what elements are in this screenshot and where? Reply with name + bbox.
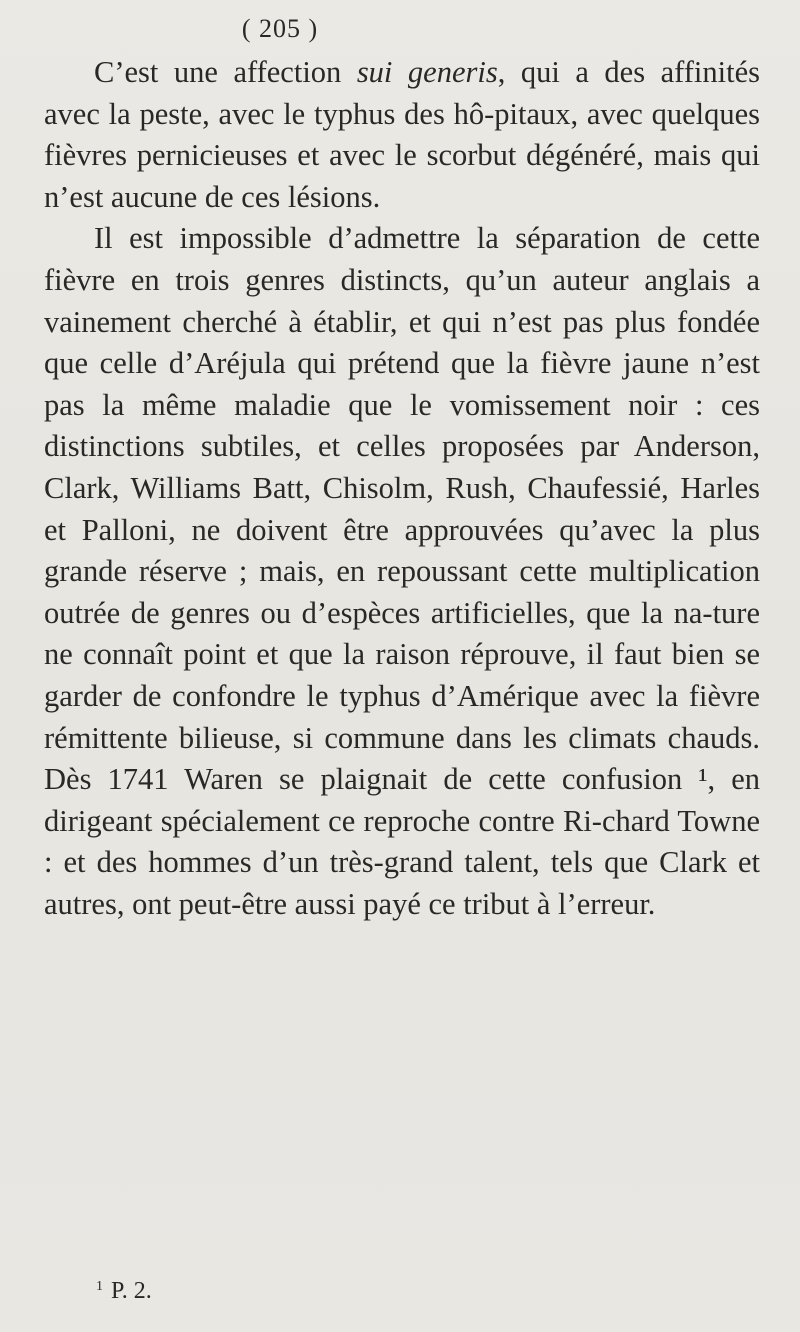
footnote	[96, 1278, 152, 1305]
footnote-text: P. 2.	[111, 1278, 152, 1304]
paragraph-2: Il est impossible d’admettre la séparation de cette fièvre en trois genres distincts, qu’un auteur anglais a vainement cherché à établir, et qui n’est pas plus fondée que celle d’Aréjula qui prétend que la fièvre jaune n’est pas la même maladie que le vomissement noir : ces distinctions subtiles, et celles proposées par Anderson, Clark, Williams Batt, Chisolm, Rush, Chaufessié, Harles et Palloni, ne doivent être approuvées qu’avec la plus grande réserve ; mais, en repoussant cette multiplication outrée de genres ou d’espèces artificielles, que la na-ture ne connaît point et que la raison réprouve, il faut bien se garder de confondre le typhus d’Amérique avec la fièvre rémittente bilieuse, si commune dans les climats chauds. Dès 1741 Waren se plaignait de cette confusion ¹, en dirigeant spécialement ce reproche contre Ri-chard Towne : et des hommes d’un très-grand talent, tels que Clark et autres, ont peut-être aussi payé ce tribut à l’erreur.	[44, 221, 760, 921]
latin-phrase: sui generis	[356, 55, 498, 89]
paragraph-1-end: , qui a des affinités avec la peste, avec le typhus des hô-pitaux, avec quelques fièvres pernicieuses et avec le scorbut dégénéré, mais qui n’est aucune de ces lésions.	[44, 55, 760, 214]
body-text	[44, 52, 760, 925]
paragraph-1	[44, 52, 760, 218]
footnote-marker: 1	[96, 1279, 103, 1294]
paragraph-1-start: C’est une affection	[94, 55, 357, 89]
page-number: ( 205 )	[241, 14, 319, 43]
